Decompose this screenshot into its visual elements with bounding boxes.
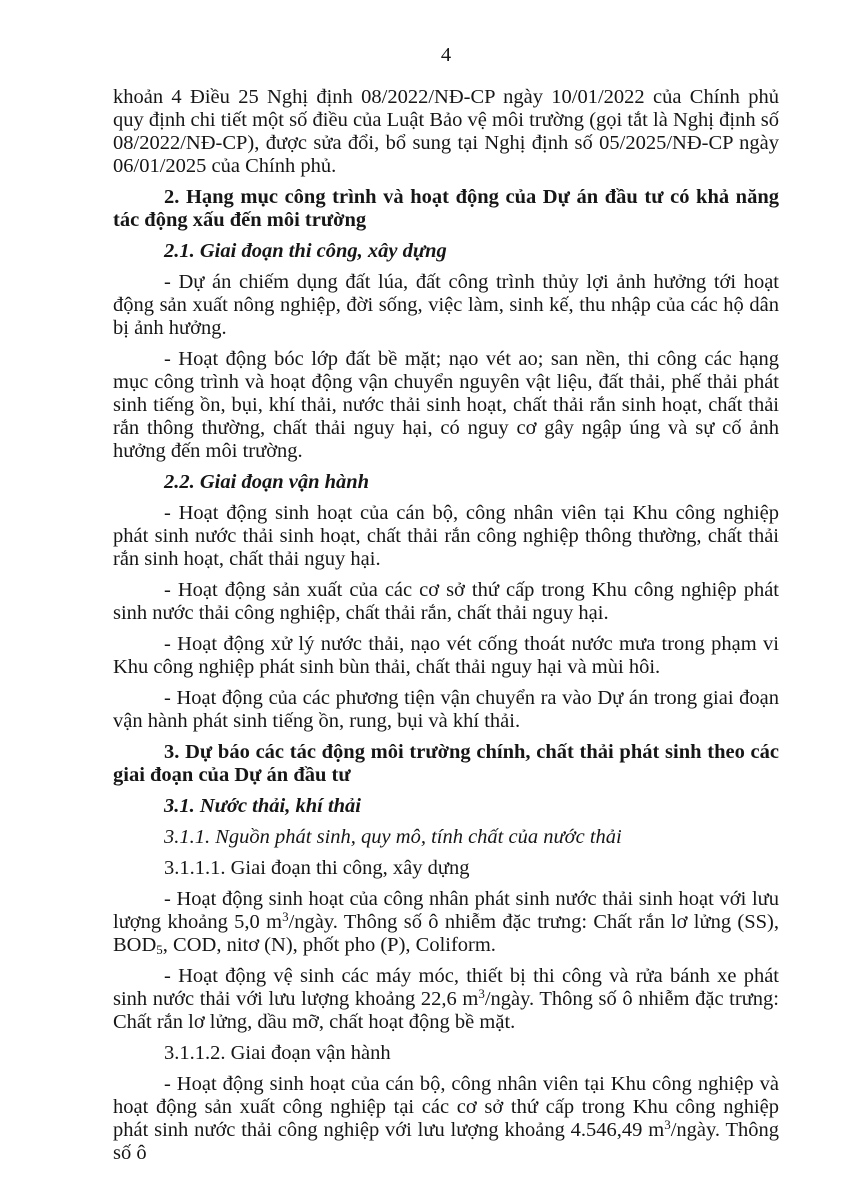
heading-section-3-1: 3.1. Nước thải, khí thải (164, 795, 361, 817)
para-section-3-1-1-1: 3.1.1.1. Giai đoạn thi công, xây dựng (164, 857, 470, 879)
para-land-occupation: - Dự án chiếm dụng đất lúa, đất công trình thủy lợi ảnh hưởng tới hoạt động sản xuất nông nghiệp, đời sống, việc làm, sinh kế, thu nhập của các hộ dân bị ảnh hưởng. (113, 271, 779, 339)
para-secondary-production: - Hoạt động sản xuất của các cơ sở thứ cấp trong Khu công nghiệp phát sinh nước thải công nghiệp, chất thải rắn, chất thải nguy hại. (113, 579, 779, 624)
heading-section-2-1: 2.1. Giai đoạn thi công, xây dựng (164, 240, 447, 262)
heading-section-3-1-1: 3.1.1. Nguồn phát sinh, quy mô, tính chất của nước thải (164, 826, 622, 848)
para-wastewater-treatment: - Hoạt động xử lý nước thải, nạo vét cống thoát nước mưa trong phạm vi Khu công nghiệp phát sinh bùn thải, chất thải nguy hại và mùi hôi. (113, 633, 779, 678)
para-operation-industrial-wastewater: - Hoạt động sinh hoạt của cán bộ, công nhân viên tại Khu công nghiệp và hoạt động sản xuất công nghiệp tại các cơ sở thứ cấp trong Khu công nghiệp phát sinh nước thải công nghiệp với lưu lượng khoảng 4.546,49 $m^3$/ngày. Thông số ô (113, 1073, 779, 1164)
para-vehicle-transport: - Hoạt động của các phương tiện vận chuyển ra vào Dự án trong giai đoạn vận hành phát sinh tiếng ồn, rung, bụi và khí thải. (113, 687, 779, 732)
para-operation-domestic: - Hoạt động sinh hoạt của cán bộ, công nhân viên tại Khu công nghiệp phát sinh nước thải sinh hoạt, chất thải rắn công nghiệp thông thường, chất thải rắn sinh hoạt, chất thải nguy hại. (113, 502, 779, 570)
para-construction-domestic-wastewater: - Hoạt động sinh hoạt của công nhân phát sinh nước thải sinh hoạt với lưu lượng khoảng 5,0 $m^3$/ngày. Thông số ô nhiễm đặc trưng: Chất rắn lơ lửng (SS), $BOD_5$, COD, nitơ (N), phốt pho (P), Coliform. (113, 888, 779, 957)
para-legal-basis-continued: khoản 4 Điều 25 Nghị định 08/2022/NĐ-CP ngày 10/01/2022 của Chính phủ quy định chi tiết một số điều của Luật Bảo vệ môi trường (gọi tắt là Nghị định số 08/2022/NĐ-CP), được sửa đổi, bổ sung tại Nghị định số 05/2025/NĐ-CP ngày 06/01/2025 của Chính phủ. (113, 86, 779, 177)
heading-section-2-2: 2.2. Giai đoạn vận hành (164, 471, 370, 493)
heading-section-2: 2. Hạng mục công trình và hoạt động của Dự án đầu tư có khả năng tác động xấu đến môi trường (113, 186, 779, 231)
heading-section-3: 3. Dự báo các tác động môi trường chính, chất thải phát sinh theo các giai đoạn của Dự án đầu tư (113, 741, 779, 786)
para-equipment-washing-wastewater: - Hoạt động vệ sinh các máy móc, thiết bị thi công và rửa bánh xe phát sinh nước thải với lưu lượng khoảng 22,6 $m^3$/ngày. Thông số ô nhiễm đặc trưng: Chất rắn lơ lửng, dầu mỡ, chất hoạt động bề mặt. (113, 965, 779, 1033)
para-section-3-1-1-2: 3.1.1.2. Giai đoạn vận hành (164, 1042, 391, 1064)
para-construction-activities: - Hoạt động bóc lớp đất bề mặt; nạo vét ao; san nền, thi công các hạng mục công trình và hoạt động vận chuyển nguyên vật liệu, đất thải, phế thải phát sinh tiếng ồn, bụi, khí thải, nước thải sinh hoạt, chất thải rắn sinh hoạt, chất thải rắn thông thường, chất thải nguy hại, có nguy cơ gây ngập úng và sự cố ảnh hưởng đến môi trường. (113, 348, 779, 462)
page-number: 4 (440, 44, 452, 66)
